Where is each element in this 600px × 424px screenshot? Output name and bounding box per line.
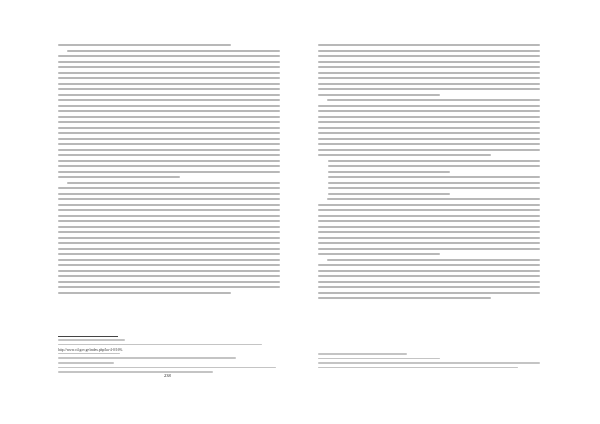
right-footnotes — [318, 353, 540, 371]
left-footnote-url[interactable]: http://www.ctl.gov.ge/index.php/ku-4-0/16% — [58, 348, 123, 353]
left-footnotes — [58, 339, 280, 376]
right-unreadable-lines — [318, 44, 540, 299]
left-page-number: 238 — [164, 373, 171, 378]
left-body-text — [58, 44, 280, 297]
right-body-text — [318, 44, 540, 303]
right-page — [300, 0, 600, 424]
left-unreadable-lines — [58, 44, 280, 294]
left-footnote-divider — [58, 336, 118, 337]
